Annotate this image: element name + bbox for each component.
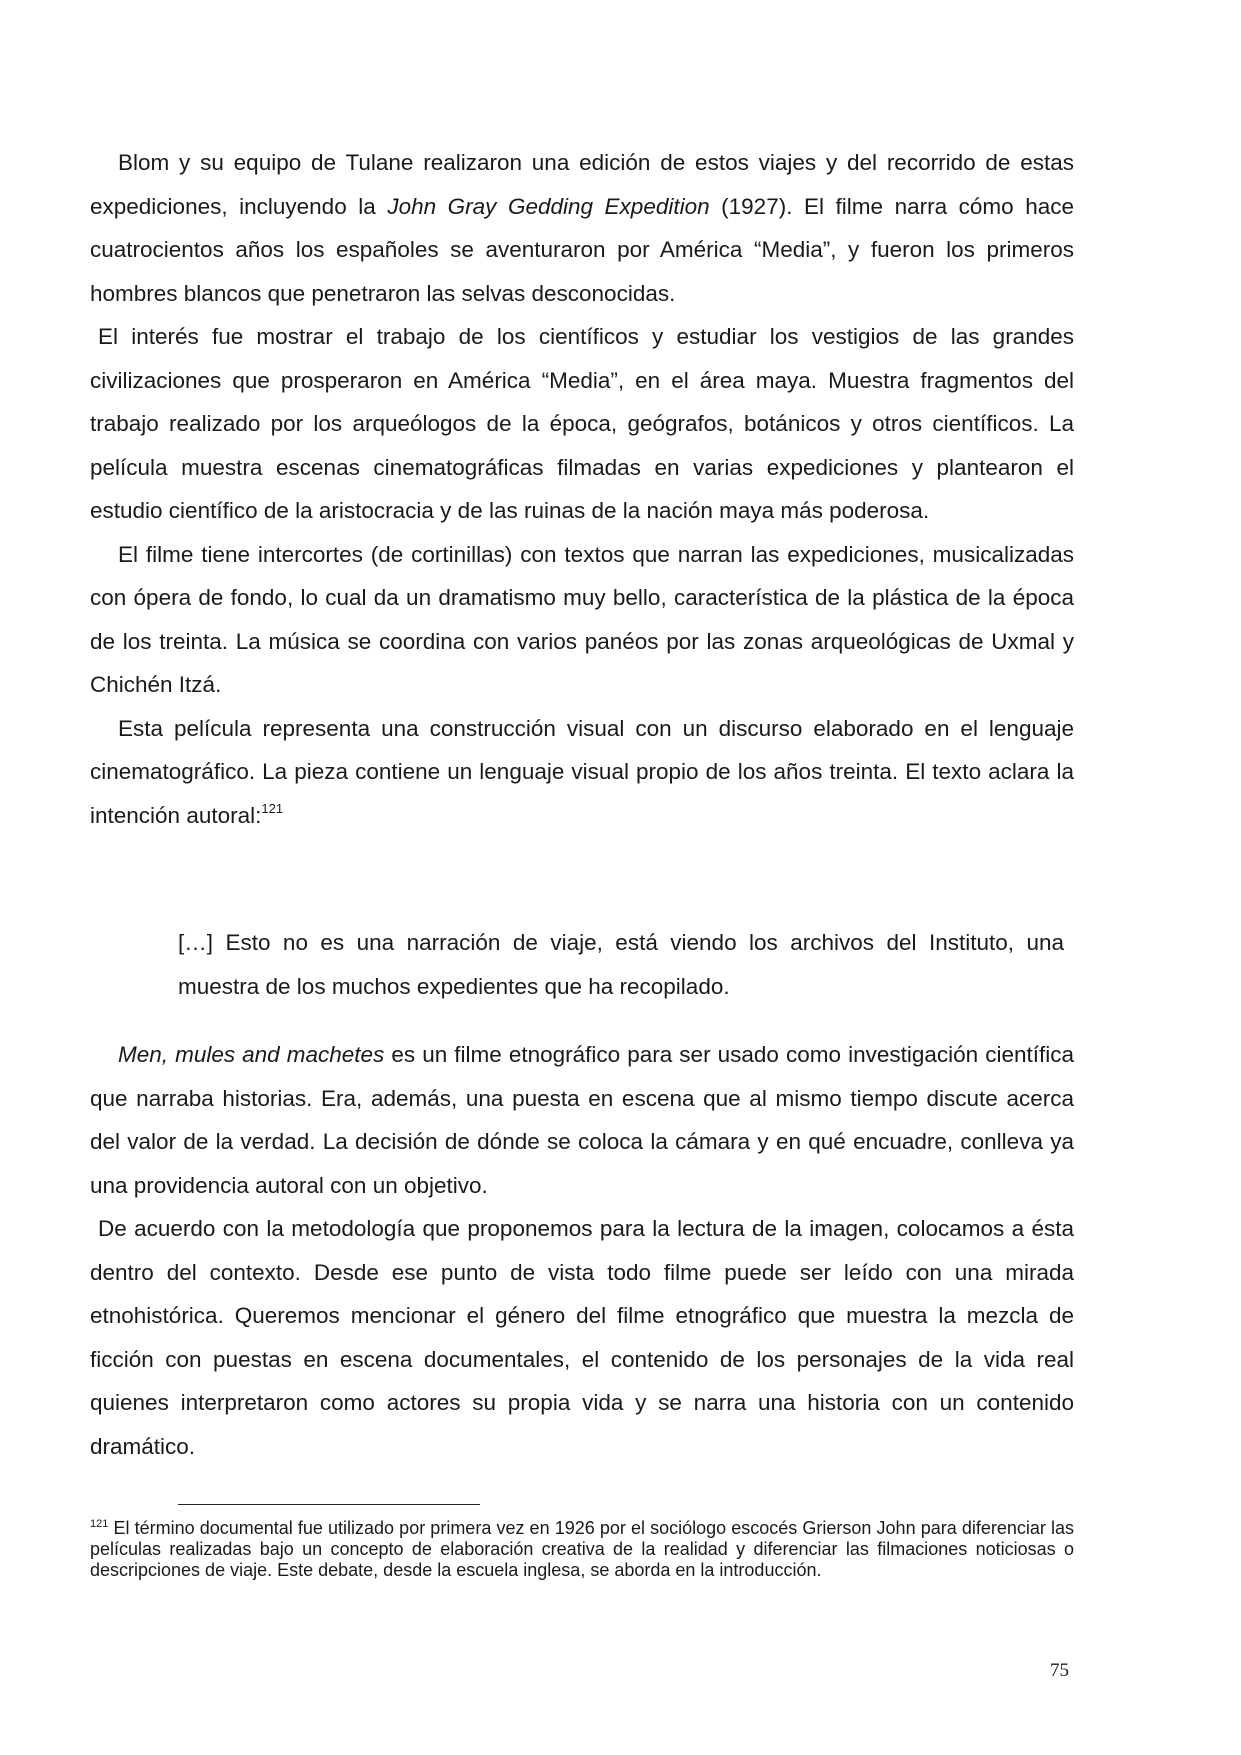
paragraph-5: [90, 1033, 1074, 1207]
body-text-top: [90, 141, 1074, 837]
footnote-reference[interactable]: 121: [261, 800, 284, 816]
paragraph-6: De acuerdo con la metodología que proponemos para la lectura de la imagen, colocamos a ésta dentro del contexto. Desde ese punto de vista todo filme puede ser leído con una mirada etnohistórica. Queremos mencionar el género del filme etnográfico que muestra la mezcla de ficción con puestas en escena documentales, el contenido de los personajes de la vida real quienes interpretaron como actores su propia vida y se narra una historia con un contenido dramático.: [90, 1216, 1074, 1459]
paragraph-1-text-start: Blom y su equipo de Tulane realizaron una edición de estos viajes y del recorrido de estas expediciones, incluyendo la: [90, 150, 1074, 219]
footnote-number: 121: [90, 1518, 109, 1530]
paragraph-1-text-end: (1927). El filme narra cómo hace cuatrocientos años los españoles se aventuraron por América “Media”, y fueron los primeros hombres blancos que penetraron las selvas desconocidas.: [90, 193, 1074, 306]
quote-text: […] Esto no es una narración de viaje, está viendo los archivos del Instituto, una muestra de los muchos expedientes que ha recopilado.: [178, 930, 1064, 999]
body-text-bottom: [90, 1033, 1074, 1468]
paragraph-4: [90, 707, 1074, 838]
page-number: 75: [1050, 1660, 1069, 1681]
paragraph-2: El interés fue mostrar el trabajo de los científicos y estudiar los vestigios de las grandes civilizaciones que prosperaron en América “Media”, en el área maya. Muestra fragmentos del trabajo realizado por los arqueólogos de la época, geógrafos, botánicos y otros científicos. La película muestra escenas cinematográficas filmadas en varias expediciones y plantearon el estudio científico de la aristocracia y de las ruinas de la nación maya más poderosa.: [90, 324, 1074, 523]
footnote-text: El término documental fue utilizado por primera vez en 1926 por el sociólogo escocés Grierson John para diferenciar las películas realizadas bajo un concepto de elaboración creativa de la realidad y diferenciar las filmaciones noticiosas o descripciones de viaje. Este debate, desde la escuela inglesa, se aborda en la introducción.: [90, 1518, 1074, 1580]
paragraph-4-text: Esta película representa una construcción visual con un discurso elaborado en el lenguaje cinematográfico. La pieza contiene un lenguaje visual propio de los años treinta. El texto aclara la intención autoral:: [90, 715, 1074, 828]
paragraph-3: El filme tiene intercortes (de cortinillas) con textos que narran las expediciones, musicalizadas con ópera de fondo, lo cual da un dramatismo muy bello, característica de la plástica de la época de los treinta. La música se coordina con varios panéos por las zonas arqueológicas de Uxmal y Chichén Itzá.: [90, 541, 1074, 697]
paragraph-1: [90, 141, 1074, 315]
paragraph-5-text: es un filme etnográfico para ser usado como investigación científica que narraba historias. Era, además, una puesta en escena que al mismo tiempo discute acerca del valor de la verdad. La decisión de dónde se coloca la cámara y en qué encuadre, conlleva ya una providencia autoral con un objetivo.: [90, 1042, 1074, 1198]
footnote: [90, 1518, 1074, 1581]
expedition-title: John Gray Gedding Expedition: [387, 193, 710, 219]
film-title: Men, mules and machetes: [118, 1042, 385, 1067]
block-quote: [178, 921, 1064, 1008]
footnote-separator: [178, 1504, 480, 1505]
